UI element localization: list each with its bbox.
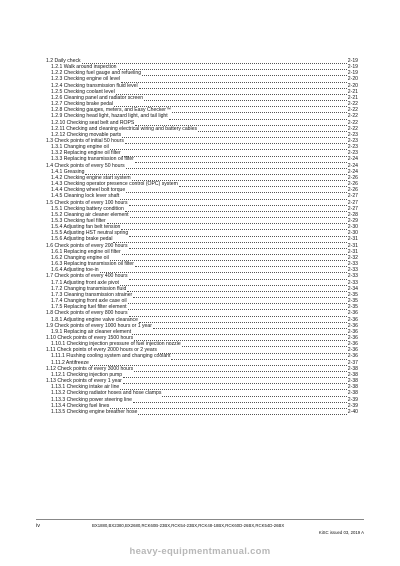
- toc-entry-page: 2-38: [347, 384, 358, 391]
- toc-dot-leader: [126, 163, 347, 169]
- toc-entry-page: 2-22: [347, 119, 358, 126]
- toc-dot-leader: [116, 89, 347, 95]
- toc-dot-leader: [113, 237, 346, 243]
- toc-entry-page: 2-23: [347, 137, 358, 144]
- toc-entry-page: 2-27: [347, 199, 358, 206]
- toc-entry-title: 1.12 Check points of every 3000 hours: [46, 365, 134, 372]
- toc-entry-title: 1.4 Check points of every 50 hours: [46, 162, 125, 169]
- toc-dot-leader: [179, 181, 347, 187]
- toc-entry-page: 2-22: [347, 113, 358, 120]
- toc-entry-page: 2-31: [347, 248, 358, 255]
- toc-entry-title: 1.11.2 Antifreeze: [51, 359, 89, 366]
- toc-dot-leader: [100, 267, 347, 273]
- toc-entry-title: 1.7.2 Changing transmission fluid: [51, 285, 127, 292]
- toc-entry-title: 1.10.1 Checking injection pressure of fuel injection nozzle: [51, 341, 181, 348]
- toc-entry-title: 1.11 Check points of every 2000 hours or 2 years: [46, 347, 157, 354]
- toc-entry-title: 1.7.1 Adjusting front axle pivot: [51, 279, 119, 286]
- toc-entry-page: 2-30: [347, 224, 358, 231]
- toc-entry-title: 1.6.2 Changing engine oil: [51, 254, 109, 261]
- toc-dot-leader: [162, 391, 346, 397]
- toc-entry-title: 1.7.3 Cleaning transmission strainer: [51, 291, 133, 298]
- toc-dot-leader: [82, 58, 347, 64]
- toc-entry-page: 2-39: [347, 396, 358, 403]
- toc-dot-leader: [171, 354, 346, 360]
- toc-entry-title: 1.4.5 Cleaning lock lever shaft: [51, 193, 120, 200]
- toc-entry-title: 1.2.2 Checking fuel gauge and refueling: [51, 70, 142, 77]
- toc-entry-title: 1.7.5 Replacing fuel filter element: [51, 304, 127, 311]
- toc-entry-title: 1.11.1 Flushing cooling system and changing coolant: [51, 353, 171, 360]
- toc-entry-title: 1.6 Check points of every 200 hours: [46, 242, 128, 249]
- toc-entry-title: 1.13.4 Checking fuel lines: [51, 402, 110, 409]
- toc-entry-page: 2-33: [347, 261, 358, 268]
- toc-entry-page: 2-28: [347, 211, 358, 218]
- toc-entry-page: 2-30: [347, 230, 358, 237]
- toc-dot-leader: [127, 286, 346, 292]
- toc-dot-leader: [129, 311, 347, 317]
- toc-dot-leader: [122, 151, 347, 157]
- toc-entry-title: 1.5.5 Adjusting HST neutral spring: [51, 230, 129, 237]
- footer-rule: [36, 519, 364, 520]
- toc-entry-title: 1.3.2 Replacing engine oil filter: [51, 150, 121, 157]
- toc-dot-leader: [139, 317, 347, 323]
- toc-entry-title: 1.2.3 Checking engine oil level: [51, 76, 121, 83]
- toc-entry-title: 1.2.1 Walk around inspection: [51, 64, 117, 71]
- toc-entry-title: 1.2.7 Checking brake pedal: [51, 101, 114, 108]
- toc-subsection-entry[interactable]: [46, 409, 358, 415]
- toc-entry-title: 1.13.2 Checking radiator hoses and hose clamps: [51, 390, 162, 397]
- toc-entry-page: 2-37: [347, 359, 358, 366]
- toc-dot-leader: [128, 304, 347, 310]
- toc-entry-page: 2-26: [347, 174, 358, 181]
- toc-entry-page: 2-36: [347, 347, 358, 354]
- toc-entry-page: 2-27: [347, 193, 358, 200]
- toc-dot-leader: [125, 206, 347, 212]
- toc-entry-title: 1.5.6 Adjusting brake pedal: [51, 236, 113, 243]
- toc-dot-leader: [198, 126, 347, 132]
- toc-entry-page: 2-36: [347, 328, 358, 335]
- footer-page-number: iv: [36, 523, 40, 529]
- toc-dot-leader: [125, 138, 347, 144]
- toc-entry-title: 1.2.9 Checking head light, hazard light, and tail light: [51, 113, 168, 120]
- toc-dot-leader: [134, 366, 347, 372]
- toc-dot-leader: [121, 224, 346, 230]
- toc-dot-leader: [129, 200, 347, 206]
- toc-entry-page: 2-38: [347, 390, 358, 397]
- toc-entry-title: 1.13.5 Checking engine breather hose: [51, 408, 138, 415]
- toc-entry-title: 1.6.4 Adjusting toe-in: [51, 267, 99, 274]
- toc-entry-page: 2-24: [347, 156, 358, 163]
- table-of-contents: [46, 58, 358, 415]
- toc-entry-page: 2-31: [347, 236, 358, 243]
- toc-entry-title: 1.13 Check points of every 1 year: [46, 378, 122, 385]
- toc-entry-page: 2-19: [347, 57, 358, 64]
- toc-dot-leader: [138, 409, 346, 415]
- toc-entry-page: 2-34: [347, 285, 358, 292]
- toc-dot-leader: [122, 249, 347, 255]
- toc-entry-page: 2-23: [347, 150, 358, 157]
- toc-entry-page: 2-36: [347, 310, 358, 317]
- toc-entry-page: 2-22: [347, 125, 358, 132]
- toc-entry-title: 1.8.1 Adjusting engine valve clearance: [51, 316, 138, 323]
- toc-entry-page: 2-23: [347, 131, 358, 138]
- toc-dot-leader: [107, 218, 347, 224]
- toc-entry-title: 1.4.2 Checking engine start system: [51, 174, 131, 181]
- toc-dot-leader: [126, 187, 347, 193]
- toc-dot-leader: [169, 114, 347, 120]
- toc-entry-page: 2-36: [347, 353, 358, 360]
- toc-dot-leader: [121, 77, 347, 83]
- toc-entry-title: 1.3.3 Replacing transmission oil filter: [51, 156, 134, 163]
- toc-entry-page: 2-20: [347, 82, 358, 89]
- toc-dot-leader: [142, 70, 347, 76]
- toc-dot-leader: [110, 255, 347, 261]
- toc-entry-title: 1.2.4 Checking transmission fluid level: [51, 82, 138, 89]
- toc-entry-title: 1.9 Check points of every 1000 hours or 1 year: [46, 322, 152, 329]
- toc-dot-leader: [129, 243, 347, 249]
- toc-dot-leader: [128, 298, 347, 304]
- toc-dot-leader: [172, 107, 347, 113]
- toc-entry-title: 1.3.1 Changing engine oil: [51, 144, 109, 151]
- toc-entry-title: 1.2.8 Checking gauges, meters, and Easy Checker™: [51, 107, 172, 114]
- footer-model-list: BX1880,BX2380,BX2680,RCK60B-23BX,RCK54-23BX,RCK48-18BX,RCK60D-26BX,RCK54D-26BX: [92, 523, 285, 528]
- toc-entry-page: 2-35: [347, 298, 358, 305]
- toc-entry-title: 1.13.1 Checking intake air line: [51, 384, 120, 391]
- toc-entry-page: 2-31: [347, 242, 358, 249]
- toc-entry-page: 2-36: [347, 334, 358, 341]
- toc-dot-leader: [144, 95, 347, 101]
- toc-entry-page: 2-22: [347, 107, 358, 114]
- toc-entry-page: 2-35: [347, 304, 358, 311]
- toc-entry-page: 2-19: [347, 64, 358, 71]
- toc-entry-title: 1.5 Check points of every 100 hours: [46, 199, 128, 206]
- toc-entry-title: 1.2.12 Checking movable parts: [51, 131, 122, 138]
- toc-entry-title: 1.7 Check points of every 400 hours: [46, 273, 128, 280]
- toc-entry-title: 1.4.3 Checking operator presence control (OPC) system: [51, 181, 178, 188]
- toc-dot-leader: [182, 341, 347, 347]
- toc-entry-title: 1.9.1 Replacing air cleaner element: [51, 328, 132, 335]
- toc-dot-leader: [129, 274, 347, 280]
- toc-dot-leader: [110, 403, 346, 409]
- toc-entry-title: 1.2.11 Checking and cleaning electrical wiring and battery cables: [51, 125, 198, 132]
- toc-entry-page: 2-19: [347, 70, 358, 77]
- toc-entry-page: 2-38: [347, 371, 358, 378]
- toc-entry-page: 2-35: [347, 291, 358, 298]
- toc-entry-title: 1.7.4 Changing front axle case oil: [51, 298, 127, 305]
- toc-dot-leader: [130, 212, 347, 218]
- toc-entry-page: 2-38: [347, 365, 358, 372]
- toc-dot-leader: [120, 280, 347, 286]
- toc-entry-page: 2-26: [347, 181, 358, 188]
- toc-dot-leader: [158, 348, 347, 354]
- toc-entry-title: 1.5.2 Cleaning air cleaner element: [51, 211, 129, 218]
- toc-subsection-entry[interactable]: [46, 354, 358, 360]
- toc-entry-title: 1.10 Check points of every 1500 hours: [46, 334, 134, 341]
- toc-dot-leader: [133, 397, 347, 403]
- toc-entry-title: 1.2.10 Checking seat belt and ROPS: [51, 119, 135, 126]
- toc-entry-page: 2-29: [347, 218, 358, 225]
- toc-dot-leader: [129, 231, 347, 237]
- toc-entry-title: 1.4.4 Checking wheel bolt torque: [51, 187, 126, 194]
- toc-dot-leader: [135, 157, 347, 163]
- toc-dot-leader: [153, 323, 347, 329]
- toc-dot-leader: [123, 378, 347, 384]
- toc-entry-page: 2-21: [347, 94, 358, 101]
- toc-dot-leader: [139, 83, 347, 89]
- toc-entry-page: 2-26: [347, 187, 358, 194]
- toc-entry-page: 2-33: [347, 279, 358, 286]
- toc-entry-page: 2-20: [347, 76, 358, 83]
- toc-entry-title: 1.6.3 Replacing transmission oil filter: [51, 261, 134, 268]
- toc-entry-page: 2-39: [347, 402, 358, 409]
- toc-entry-page: 2-36: [347, 341, 358, 348]
- toc-entry-page: 2-36: [347, 316, 358, 323]
- toc-dot-leader: [123, 372, 347, 378]
- toc-entry-title: 1.2.5 Checking coolant level: [51, 88, 115, 95]
- toc-entry-title: 1.3 Check points of initial 50 hours: [46, 137, 124, 144]
- toc-entry-title: 1.13.3 Checking power steering line: [51, 396, 132, 403]
- toc-entry-page: 2-33: [347, 273, 358, 280]
- toc-entry-page: 2-24: [347, 168, 358, 175]
- toc-entry-page: 2-33: [347, 267, 358, 274]
- toc-dot-leader: [132, 329, 347, 335]
- toc-entry-page: 2-23: [347, 144, 358, 151]
- toc-section-entry[interactable]: [46, 163, 358, 169]
- toc-entry-title: 1.5.4 Adjusting fan belt tension: [51, 224, 121, 231]
- toc-entry-page: 2-36: [347, 322, 358, 329]
- toc-dot-leader: [110, 144, 347, 150]
- toc-dot-leader: [122, 132, 347, 138]
- toc-dot-leader: [133, 292, 347, 298]
- toc-entry-title: 1.5.1 Checking battery condition: [51, 205, 124, 212]
- toc-entry-page: 2-22: [347, 101, 358, 108]
- toc-entry-page: 2-32: [347, 254, 358, 261]
- footer-issue-info: KiSC issued 03, 2019 A: [318, 530, 364, 535]
- toc-dot-leader: [135, 261, 347, 267]
- toc-entry-title: 1.4.1 Greasing: [51, 168, 85, 175]
- watermark: heavy-equipmentmanual.com: [129, 546, 271, 557]
- toc-entry-page: 2-27: [347, 205, 358, 212]
- toc-dot-leader: [118, 64, 347, 70]
- toc-dot-leader: [120, 194, 347, 200]
- toc-entry-title: 1.8 Check points of every 800 hours: [46, 310, 128, 317]
- toc-entry-page: 2-21: [347, 88, 358, 95]
- toc-entry-title: 1.2.6 Cleaning panel and radiator screen: [51, 94, 144, 101]
- toc-entry-page: 2-24: [347, 162, 358, 169]
- toc-entry-title: 1.5.3 Checking fuel filter: [51, 218, 106, 225]
- toc-entry-title: 1.6.1 Replacing engine oil filter: [51, 248, 121, 255]
- toc-entry-page: 2-40: [347, 408, 358, 415]
- toc-entry-page: 2-38: [347, 378, 358, 385]
- toc-entry-title: 1.2 Daily check: [46, 57, 81, 64]
- toc-entry-title: 1.12.1 Checking injection pump: [51, 371, 123, 378]
